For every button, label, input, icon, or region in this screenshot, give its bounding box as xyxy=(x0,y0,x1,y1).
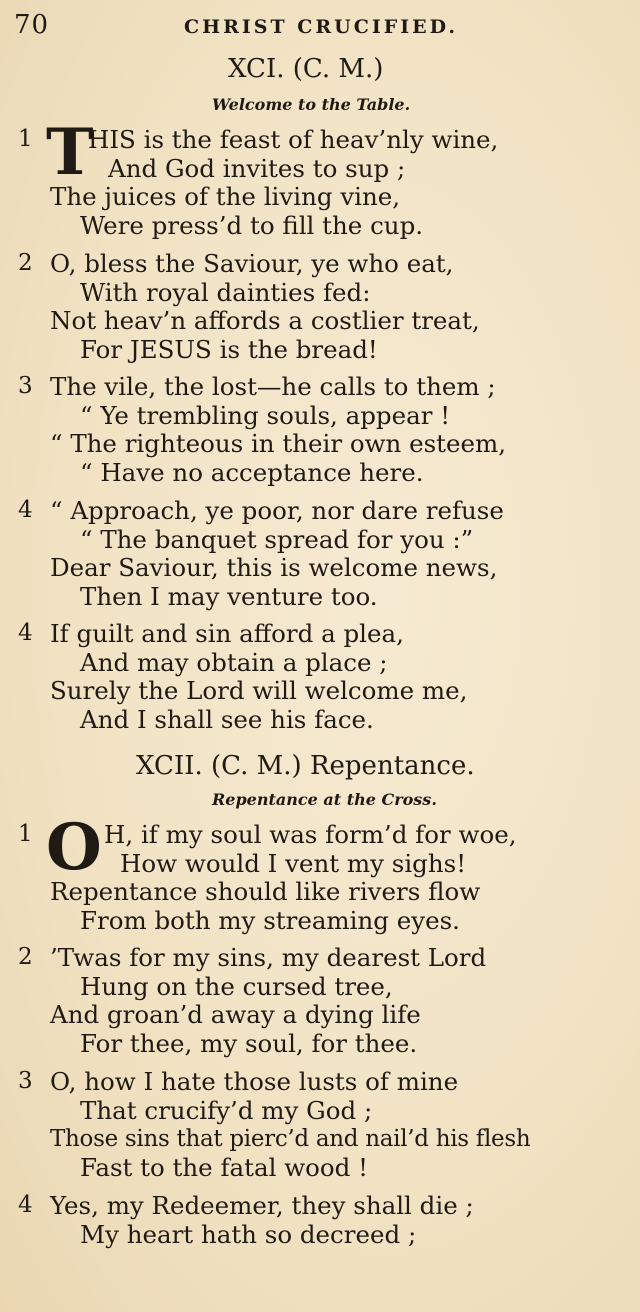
stanza-number: 2 xyxy=(18,944,33,970)
stanza-number: 2 xyxy=(18,250,33,276)
verse-line: If guilt and sin afford a plea, xyxy=(50,619,404,648)
verse-line: Surely the Lord will welcome me, xyxy=(50,676,468,705)
verse-line: From both my streaming eyes. xyxy=(80,905,460,935)
verse-line: “ Ye trembling souls, appear ! xyxy=(80,400,451,430)
verse-line: “ The banquet spread for you :” xyxy=(80,524,474,554)
stanza-number: 4 xyxy=(18,497,33,523)
stanza-number: 4 xyxy=(18,620,33,646)
hymn-title: XCII. (C. M.) Repentance. xyxy=(136,751,475,781)
verse-line: For thee, my soul, for thee. xyxy=(80,1028,418,1058)
drop-cap: T xyxy=(46,115,94,190)
verse-line: Not heav’n affords a costlier treat, xyxy=(50,306,480,335)
verse-line: Yes, my Redeemer, they shall die ; xyxy=(50,1191,474,1220)
verse-line: Dear Saviour, this is welcome news, xyxy=(50,553,498,582)
verse-line: Were press’d to fill the cup. xyxy=(80,210,424,240)
verse-line: Fast to the fatal wood ! xyxy=(80,1152,368,1182)
stanza-number: 3 xyxy=(18,373,33,399)
verse-line: O, how I hate those lusts of mine xyxy=(50,1067,459,1096)
verse-line: My heart hath so decreed ; xyxy=(80,1219,417,1249)
hymn-subtitle: Welcome to the Table. xyxy=(212,95,411,114)
verse-line: With royal dainties fed: xyxy=(80,277,371,307)
verse-line: “ Have no acceptance here. xyxy=(80,457,424,487)
running-head xyxy=(14,10,626,44)
verse-line: For JESUS is the bread! xyxy=(80,334,378,364)
verse-line: ’Twas for my sins, my dearest Lord xyxy=(50,943,487,972)
stanza-number: 4 xyxy=(18,1192,33,1218)
verse-line: And may obtain a place ; xyxy=(80,647,388,677)
hymn-subtitle: Repentance at the Cross. xyxy=(212,790,437,809)
running-title: CHRIST CRUCIFIED. xyxy=(184,16,458,38)
stanza-number: 1 xyxy=(18,126,33,152)
verse-line: Then I may venture too. xyxy=(80,581,378,611)
verse-line: “ The righteous in their own esteem, xyxy=(50,429,507,458)
page-number: 70 xyxy=(14,10,50,40)
verse-line: And God invites to sup ; xyxy=(108,153,406,183)
verse-line: HIS is the feast of heav’nly wine, xyxy=(88,125,499,154)
verse-line: Repentance should like rivers flow xyxy=(50,877,481,906)
verse-line: How would I vent my sighs! xyxy=(120,848,467,878)
drop-cap: O xyxy=(46,810,102,885)
verse-line: Hung on the cursed tree, xyxy=(80,971,393,1001)
verse-line: The juices of the living vine, xyxy=(50,182,401,211)
verse-line: O, bless the Saviour, ye who eat, xyxy=(50,249,454,278)
verse-line: The vile, the lost—he calls to them ; xyxy=(50,372,496,401)
verse-line: H, if my soul was form’d for woe, xyxy=(104,820,517,849)
verse-line: Those sins that pierc’d and nail’d his flesh xyxy=(50,1126,531,1152)
stanza-number: 3 xyxy=(18,1068,33,1094)
hymn-title: XCI. (C. M.) xyxy=(228,54,384,84)
verse-line: That crucify’d my God ; xyxy=(80,1095,373,1125)
verse-line: “ Approach, ye poor, nor dare refuse xyxy=(50,496,504,525)
verse-line: And groan’d away a dying life xyxy=(50,1000,421,1029)
stanza-number: 1 xyxy=(18,821,33,847)
verse-line: And I shall see his face. xyxy=(80,704,374,734)
